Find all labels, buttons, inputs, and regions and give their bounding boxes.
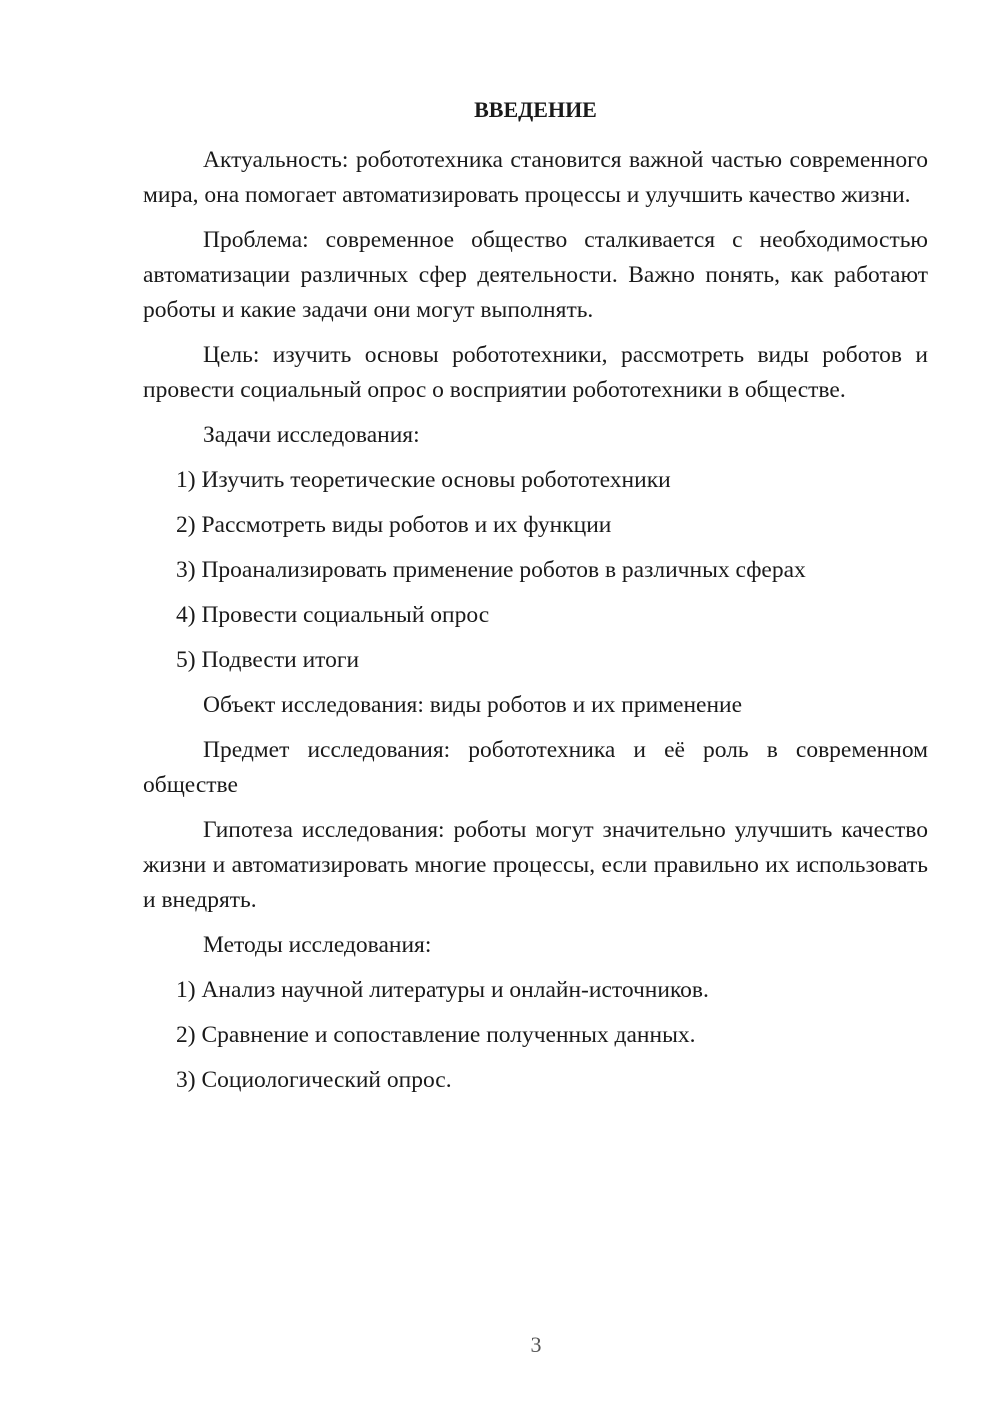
page-number: 3 [530, 1332, 542, 1357]
subject-paragraph: Предмет исследования: робототехника и её роль в современном обществе [143, 737, 928, 798]
task-item: 3) Проанализировать применение роботов в различных сферах [176, 557, 806, 583]
task-item: 1) Изучить теоретические основы робототехники [176, 467, 671, 493]
relevance-paragraph: Актуальность: робототехника становится важной частью современного мира, она помогает автоматизировать процессы и улучшить качество жизни. [143, 147, 928, 208]
tasks-heading: Задачи исследования: [203, 422, 420, 448]
method-item: 3) Социологический опрос. [176, 1067, 452, 1093]
task-item: 2) Рассмотреть виды роботов и их функции [176, 512, 612, 538]
hypothesis-paragraph: Гипотеза исследования: роботы могут значительно улучшить качество жизни и автоматизировать многие процессы, если правильно их использовать и внедрять. [143, 817, 928, 913]
page-content [143, 92, 928, 1108]
method-item: 2) Сравнение и сопоставление полученных данных. [176, 1022, 696, 1048]
section-title: ВВЕДЕНИЕ [474, 97, 597, 122]
task-item: 5) Подвести итоги [176, 647, 360, 673]
method-item: 1) Анализ научной литературы и онлайн-источников. [176, 977, 709, 1003]
goal-paragraph: Цель: изучить основы робототехники, рассмотреть виды роботов и провести социальный опрос о восприятии робототехники в обществе. [143, 342, 928, 403]
problem-paragraph: Проблема: современное общество сталкивается с необходимостью автоматизации различных сфер деятельности. Важно понять, как работают роботы и какие задачи они могут выполнять. [143, 227, 928, 323]
object-paragraph: Объект исследования: виды роботов и их применение [203, 692, 743, 718]
methods-heading: Методы исследования: [203, 932, 432, 958]
task-item: 4) Провести социальный опрос [176, 602, 490, 628]
